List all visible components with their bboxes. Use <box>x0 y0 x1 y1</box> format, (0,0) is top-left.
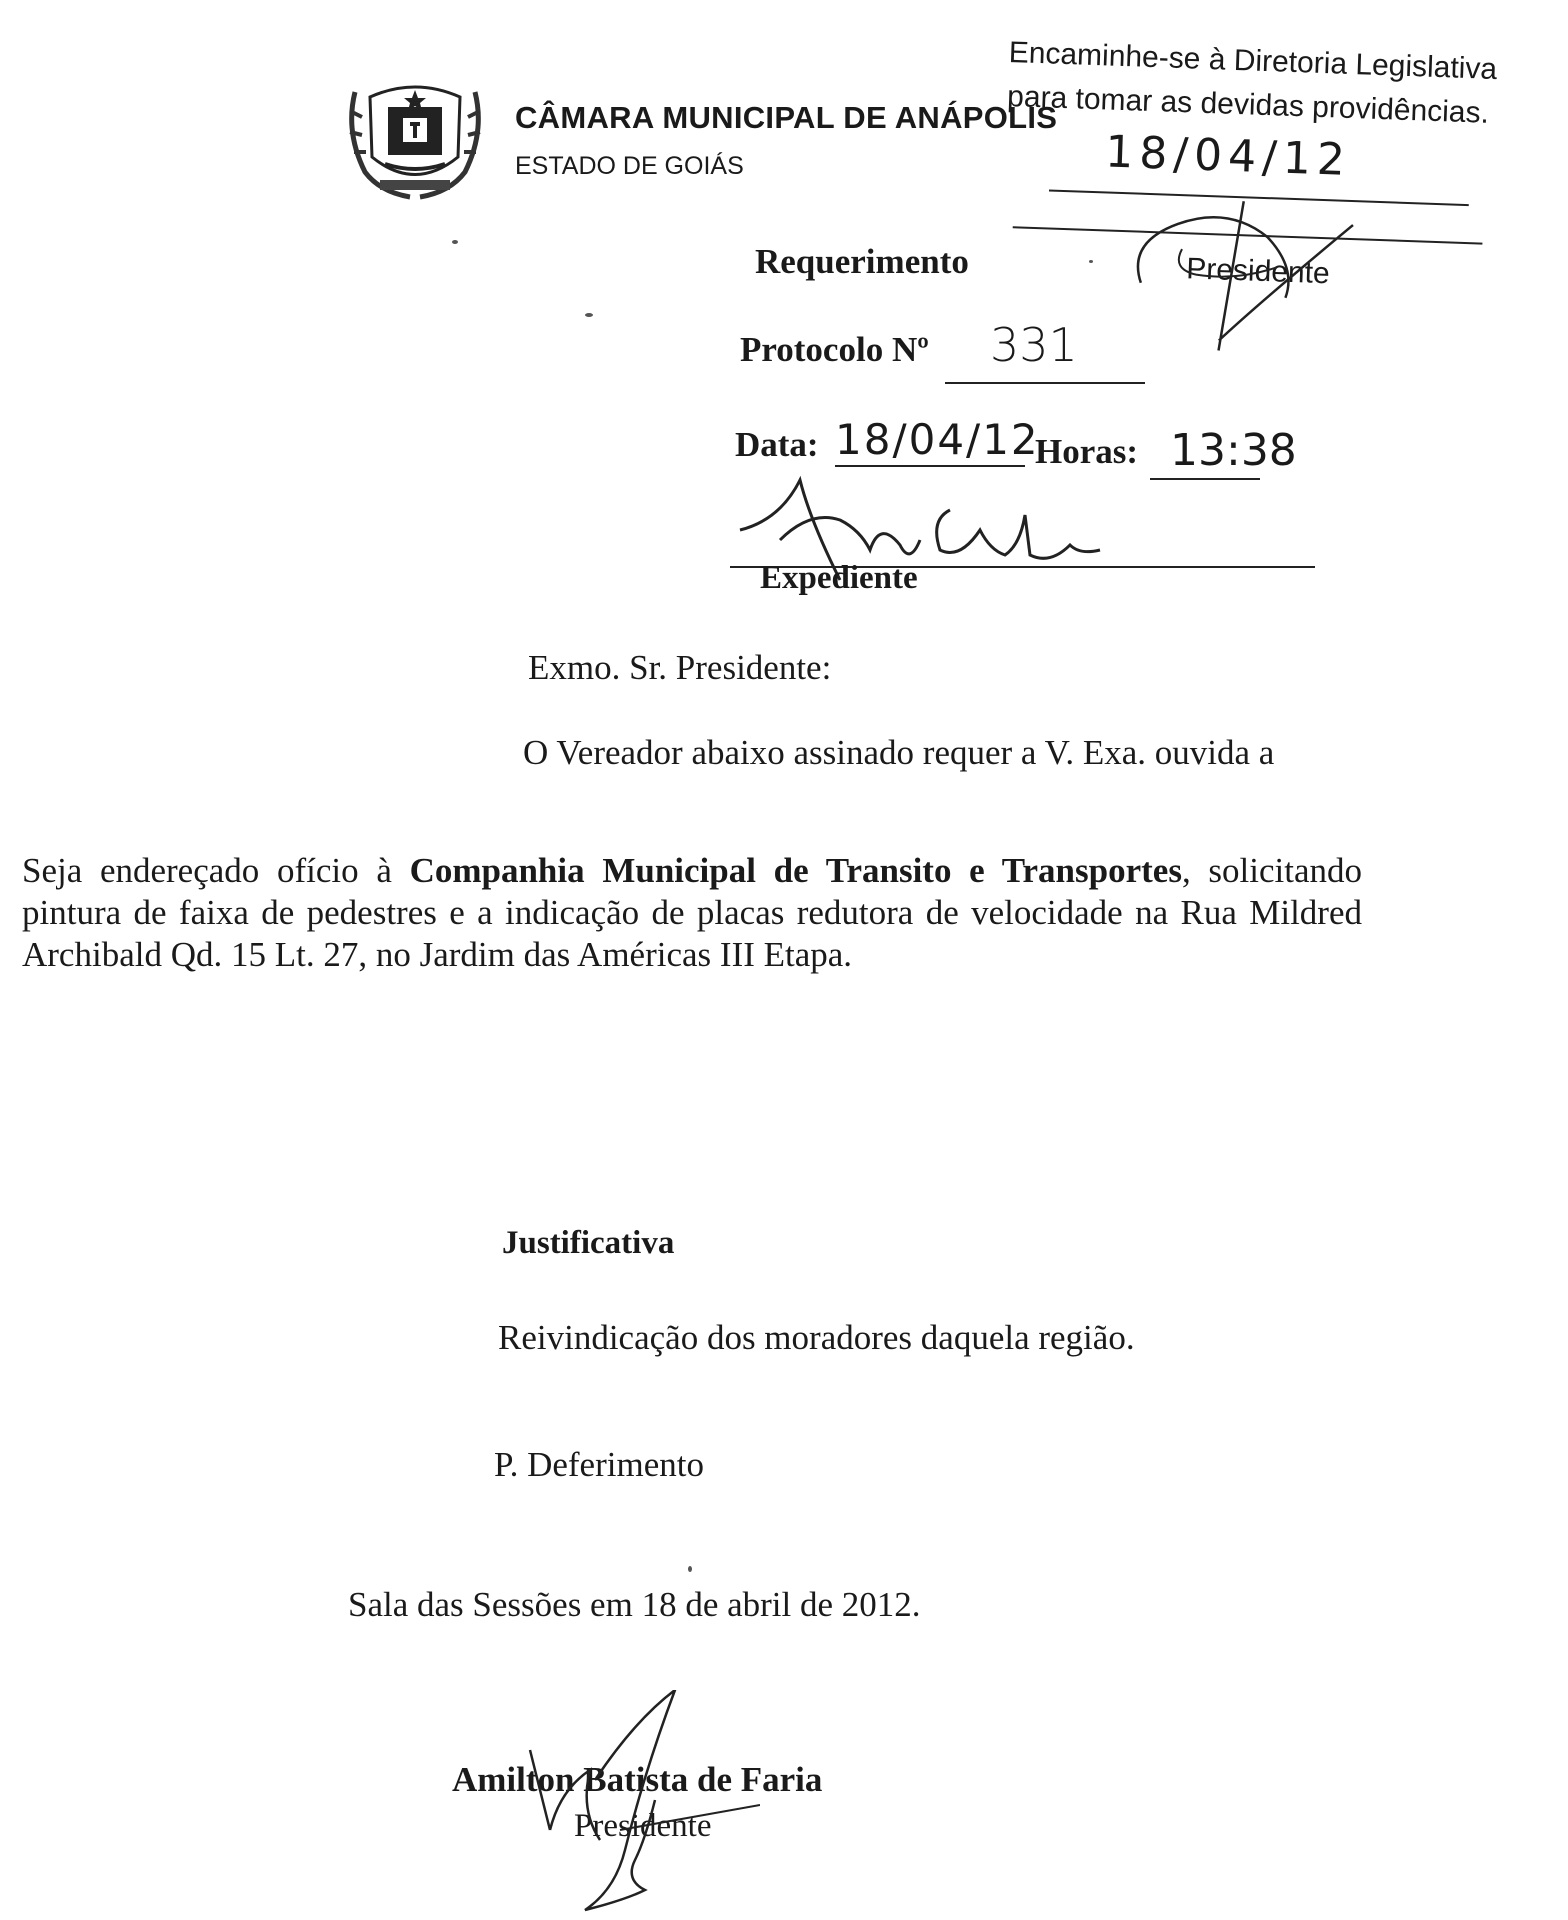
request-text-part2: , solicitando pintura de faixa de pedestres e a indicação de placas redutora de velocidade na Rua Mildred Archibald Qd. 15 Lt. 27, no Jardim das Américas III Etapa. <box>22 851 1362 974</box>
time-label: Horas: <box>1035 432 1139 471</box>
scan-speck <box>688 1566 692 1572</box>
protocol-number: 331 <box>990 318 1078 372</box>
signer-signature-icon <box>500 1690 760 1920</box>
justification-title: Justificativa <box>502 1225 675 1261</box>
stamp-text-line2: para tomar as devidas providências. <box>1006 79 1490 130</box>
dispatch-stamp <box>998 18 1549 367</box>
protocol-underline <box>945 382 1145 384</box>
date-underline <box>835 465 1025 467</box>
salutation: Exmo. Sr. Presidente: <box>528 648 832 687</box>
stamp-text-line1: Encaminhe-se à Diretoria Legislativa <box>1008 35 1498 87</box>
stamp-handwritten-date: 18/04/12 <box>1104 126 1352 186</box>
time-value: 13:38 <box>1170 425 1297 476</box>
document-type: Requerimento <box>755 242 969 281</box>
justification-text: Reivindicação dos moradores daquela região. <box>498 1318 1135 1357</box>
scan-speck <box>1089 260 1093 263</box>
organization-state: ESTADO DE GOIÁS <box>515 152 744 180</box>
scan-speck <box>452 240 458 244</box>
expediente-label: Expediente <box>760 560 918 596</box>
request-text-part1: Seja endereçado ofício à <box>22 851 410 890</box>
request-paragraph <box>22 850 1362 976</box>
municipal-crest-icon <box>340 52 490 202</box>
stamp-signature-icon <box>1118 187 1384 366</box>
closing: P. Deferimento <box>494 1445 704 1484</box>
place-date: Sala das Sessões em 18 de abril de 2012. <box>348 1585 921 1624</box>
signer-name: Amilton Batista de Faria <box>452 1760 823 1799</box>
date-label: Data: <box>735 425 819 464</box>
request-recipient: Companhia Municipal de Transito e Transportes <box>409 851 1182 890</box>
stamp-role: Presidente <box>1185 252 1331 291</box>
organization-name: CÂMARA MUNICIPAL DE ANÁPOLIS <box>515 100 1058 135</box>
protocol-label: Protocolo Nº <box>740 330 929 369</box>
date-value: 18/04/12 <box>835 415 1040 464</box>
scan-speck <box>585 313 593 317</box>
intro-paragraph: O Vereador abaixo assinado requer a V. Exa. ouvida a <box>523 733 1275 772</box>
signer-title: Presidente <box>574 1808 712 1844</box>
